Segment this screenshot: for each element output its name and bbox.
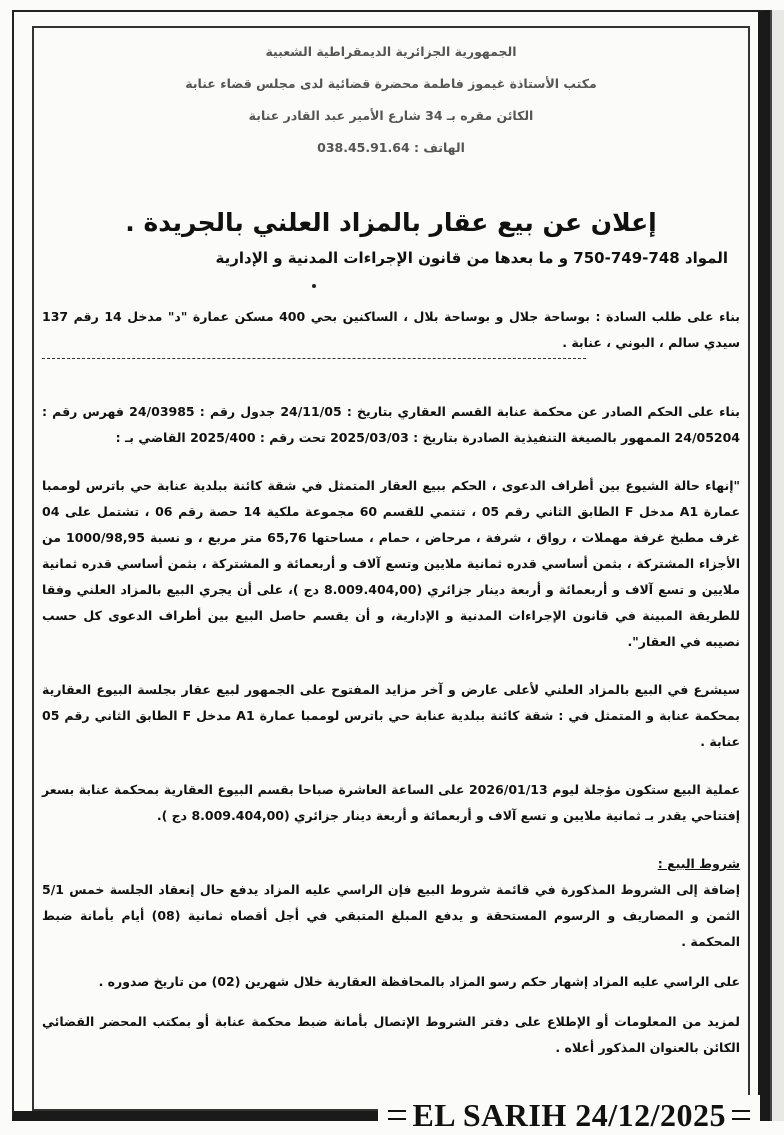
- notice-outer-frame: [12, 10, 770, 1133]
- condition-item: إضافة إلى الشروط المذكورة في قائمة شروط البيع فإن الراسي عليه المزاد يدفع حال إنعقاد الجلسة خمس 5/1 الثمن و المصاريف و الرسوم المستحقة و يدفع المبلغ المتبقي في أجل أقصاه ثمانية (08) أيام بأمانة ضبط المحكمة .: [42, 882, 740, 949]
- paragraph-requester: بناء على طلب السادة : بوساحة جلال و بوساحة بلال ، الساكنين بحي 400 مسكن عمارة "د" مدخل 14 رقم 137 سيدي سالم ، البوني ، عنابة .: [42, 309, 740, 350]
- newspaper-name-date: EL SARIH 24/12/2025: [412, 1097, 726, 1133]
- condition-item: على الراسي عليه المزاد إشهار حكم رسو المزاد بالمحافظة العقارية خلال شهرين (02) من تاريخ صدوره .: [98, 974, 740, 989]
- footer-rule: [732, 1110, 750, 1120]
- notice-title: إعلان عن بيع عقار بالمزاد العلني بالجريدة .: [125, 208, 657, 237]
- adjacent-column-edge: [770, 10, 784, 1121]
- header-phone: الهاتف : 038.45.91.64: [317, 140, 465, 155]
- ink-dot: [312, 284, 316, 288]
- dashed-separator: [42, 358, 586, 359]
- footer-rule: [388, 1110, 406, 1120]
- paragraph-auction: سيشرع في البيع بالمزاد العلني لأعلى عارض و آخر مزايد المفتوح على الجمهور لبيع عقار بجلسة البيوع العقارية بمحكمة عنابة و المتمثل في : شقة كائنة ببلدية عنابة حي باترس لوممبا عمارة A1 مدخل F الطابق الثاني رقم 05 عنابة .: [42, 682, 741, 749]
- header-address: الكائن مقره بـ 34 شارع الأمير عبد القادر عنابة: [248, 108, 534, 123]
- condition-item: لمزيد من المعلومات أو الإطلاع على دفتر الشروط الإتصال بأمانة ضبط محكمة عنابة أو بمكتب المحضر القضائي الكائن بالعنوان المذكور أعلاه .: [42, 1014, 740, 1055]
- newspaper-footer: [42, 1095, 760, 1135]
- conditions-heading: شروط البيع :: [657, 856, 740, 871]
- paragraph-judgment: بناء على الحكم الصادر عن محكمة عنابة القسم العقاري بتاريخ : 24/11/05 جدول رقم : 24/03985 فهرس رقم : 24/05204 الممهور بالصيغة التنفيذية الصادرة بتاريخ : 2025/03/03 تحت رقم : 2025/400 القاضي بـ :: [42, 404, 740, 445]
- ink-dot-row: [42, 270, 740, 294]
- notice-inner-frame: [32, 26, 750, 1133]
- footer-wrap: [378, 1095, 760, 1135]
- spacer: [42, 1075, 740, 1095]
- header-republic: الجمهورية الجزائرية الديمقراطية الشعبية: [265, 44, 517, 59]
- paragraph-ruling: "إنهاء حالة الشيوع بين أطراف الدعوى ، الحكم ببيع العقار المتمثل في شقة كائنة ببلدية عنابة حي باترس لوممبا عمارة A1 مدخل F الطابق الثاني رقم 05 ، تنتمي للقسم 60 مجموعة ملكية 14 حصة رقم 06 ، تشتمل على 04 غرف مطبخ غرفة مهملات ، رواق ، شرفة ، مرحاض ، حمام ، مساحتها 65,76 متر مربع ، و نسبة 1000/98,95 من الأجزاء المشتركة ، بثمن أساسي قدره ثمانية ملايين وتسع آلاف و أربعمائة و المشتركة ، بثمن أساسي قدره ثمانية ملايين و تسع آلاف و أربعمائة و أربعة دينار جزائري (8.009.404,00 دج )، على أن يجري البيع بالمزاد العلني وفقا للطريقة المبينة في قانون الإجراءات المدنية و الإدارية، و أن يقسم حاصل البيع بين أطراف الدعوى كل حسب نصيبه في العقار".: [42, 478, 741, 649]
- notice-subtitle: المواد 748-749-750 و ما بعدها من قانون الإجراءات المدنية و الإدارية: [215, 249, 728, 267]
- paragraph-sale-date: عملية البيع ستكون مؤجلة ليوم 2026/01/13 على الساعة العاشرة صباحا بقسم البيوع العقارية بمحكمة عنابة بسعر إفتتاحي يقدر بـ ثمانية ملايين و تسع آلاف و أربعمائة و أربعة دينار جزائري (8.009.404,00 دج ).: [42, 782, 741, 823]
- header-office: مكتب الأستاذة غيموز فاطمة محضرة قضائية لدى مجلس قضاء عنابة: [185, 76, 597, 91]
